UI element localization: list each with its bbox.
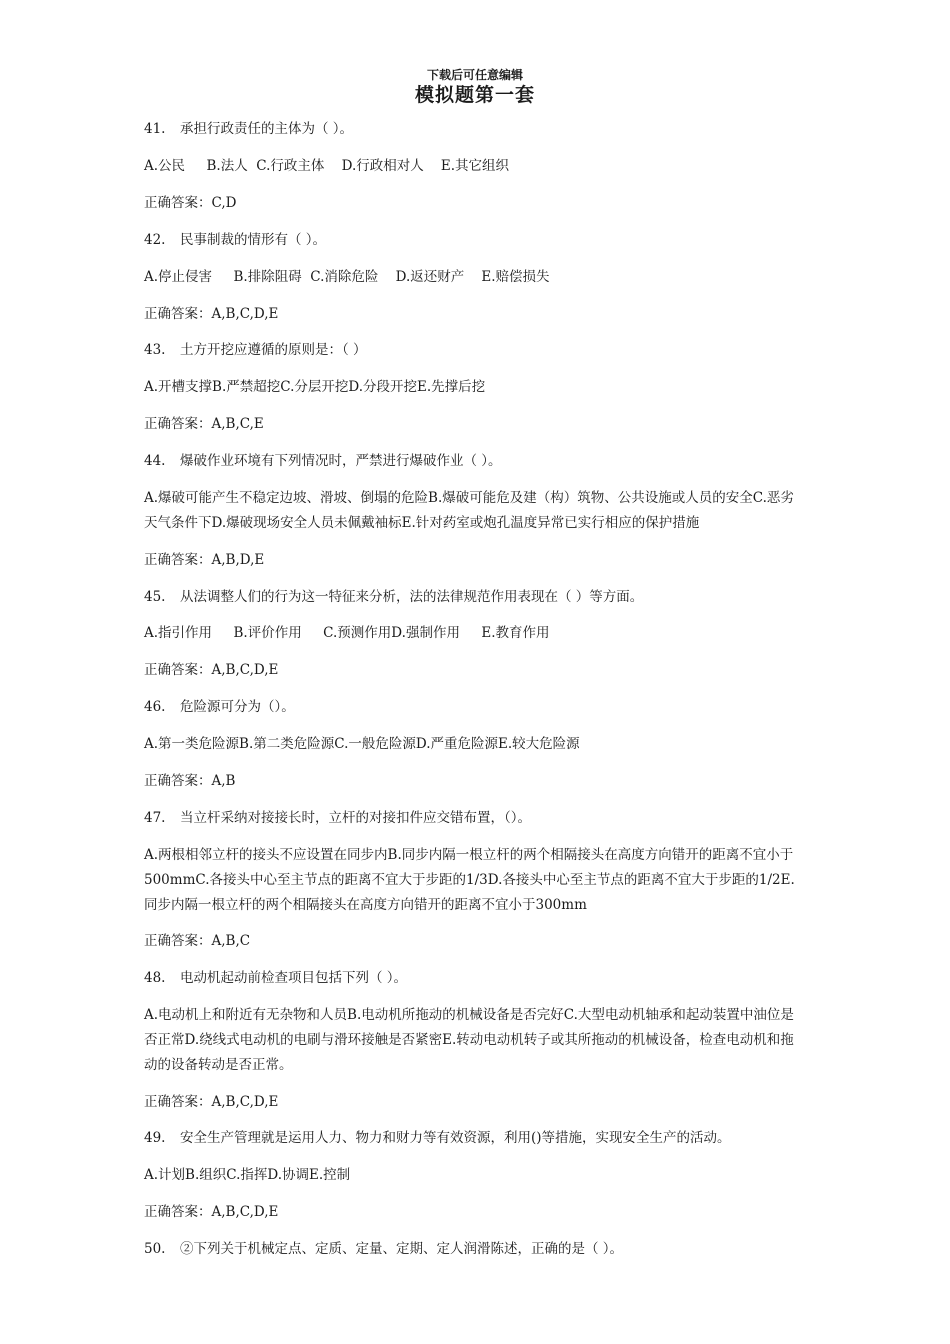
- question-50: [144, 1237, 804, 1262]
- answer-42: 正确答案：A,B,C,D,E: [144, 306, 279, 322]
- answer-45: 正确答案：A,B,C,D,E: [144, 662, 279, 678]
- question-41: [144, 117, 804, 142]
- question-number: 49.: [144, 1130, 166, 1146]
- question-number: 45.: [144, 589, 166, 605]
- question-text: 爆破作业环境有下列情况时，严禁进行爆破作业（ ）。: [180, 453, 502, 469]
- answer-43: 正确答案：A,B,C,E: [144, 416, 264, 432]
- options-44: A.爆破可能产生不稳定边坡、滑坡、倒塌的危险B.爆破可能危及建（构）筑物、公共设施或人员的安全C.恶劣天气条件下D.爆破现场安全人员未佩戴袖标E.针对药室或炮孔温度异常已实行相应的保护措施: [144, 490, 794, 531]
- question-text: 民事制裁的情形有（ ）。: [180, 232, 327, 248]
- page-title: 模拟题第一套: [414, 84, 535, 106]
- question-number: 47.: [144, 810, 166, 826]
- options-48: A.电动机上和附近有无杂物和人员B.电动机所拖动的机械设备是否完好C.大型电动机轴承和起动装置中油位是否正常D.绕线式电动机的电刷与滑环接触是否紧密E.转动电动机转子或其所拖动的机械设备，检查电动机和拖动的设备转动是否正常。: [144, 1007, 794, 1073]
- question-text: 危险源可分为（）。: [180, 699, 295, 715]
- options-46: A.第一类危险源B.第二类危险源C.一般危险源D.严重危险源E.较大危险源: [144, 736, 580, 752]
- question-text: 承担行政责任的主体为（ ）。: [180, 121, 354, 137]
- options-42: A.停止侵害 B.排除阻碍 C.消除危险 D.返还财产 E.赔偿损失: [144, 269, 550, 285]
- question-number: 46.: [144, 699, 166, 715]
- question-number: 50.: [144, 1241, 166, 1257]
- question-42: [144, 228, 804, 253]
- answer-49: 正确答案：A,B,C,D,E: [144, 1204, 279, 1220]
- answer-48: 正确答案：A,B,C,D,E: [144, 1094, 279, 1110]
- question-text: 电动机起动前检查项目包括下列（ ）。: [180, 970, 408, 986]
- question-49: [144, 1126, 804, 1151]
- options-47: A.两根相邻立杆的接头不应设置在同步内B.同步内隔一根立杆的两个相隔接头在高度方向错开的距离不宜小于500mmC.各接头中心至主节点的距离不宜大于步距的1/3D.各接头中心至主节点的距离不宜大于步距的1/2E.同步内隔一根立杆的两个相隔接头在高度方向错开的距离不宜小于300mm: [144, 847, 795, 913]
- question-48: [144, 966, 804, 991]
- question-text: 安全生产管理就是运用人力、物力和财力等有效资源，利用()等措施，实现安全生产的活动。: [180, 1130, 731, 1146]
- question-number: 42.: [144, 232, 166, 248]
- question-text: 当立杆采纳对接接长时，立杆的对接扣件应交错布置，（）。: [180, 810, 531, 826]
- options-41: A.公民 B.法人 C.行政主体 D.行政相对人 E.其它组织: [144, 158, 510, 174]
- options-45: A.指引作用 B.评价作用 C.预测作用D.强制作用 E.教育作用: [144, 625, 550, 641]
- question-43: [144, 338, 804, 363]
- options-43: A.开槽支撑B.严禁超挖C.分层开挖D.分段开挖E.先撑后挖: [144, 379, 486, 395]
- question-text: 土方开挖应遵循的原则是：（ ）: [180, 342, 367, 358]
- question-number: 44.: [144, 453, 166, 469]
- question-number: 43.: [144, 342, 166, 358]
- question-44: [144, 449, 804, 474]
- options-49: A.计划B.组织C.指挥D.协调E.控制: [144, 1167, 351, 1183]
- question-45: [144, 585, 804, 610]
- header-note: 下载后可任意编辑: [426, 68, 523, 82]
- question-46: [144, 695, 804, 720]
- question-47: [144, 806, 804, 831]
- answer-41: 正确答案：C,D: [144, 195, 237, 211]
- answer-46: 正确答案：A,B: [144, 773, 236, 789]
- answer-44: 正确答案：A,B,D,E: [144, 552, 265, 568]
- question-number: 48.: [144, 970, 166, 986]
- question-number: 41.: [144, 121, 166, 137]
- question-text: ②下列关于机械定点、定质、定量、定期、定人润滑陈述，正确的是（ ）。: [180, 1241, 624, 1257]
- answer-47: 正确答案：A,B,C: [144, 933, 251, 949]
- question-text: 从法调整人们的行为这一特征来分析，法的法律规范作用表现在（ ）等方面。: [180, 589, 644, 605]
